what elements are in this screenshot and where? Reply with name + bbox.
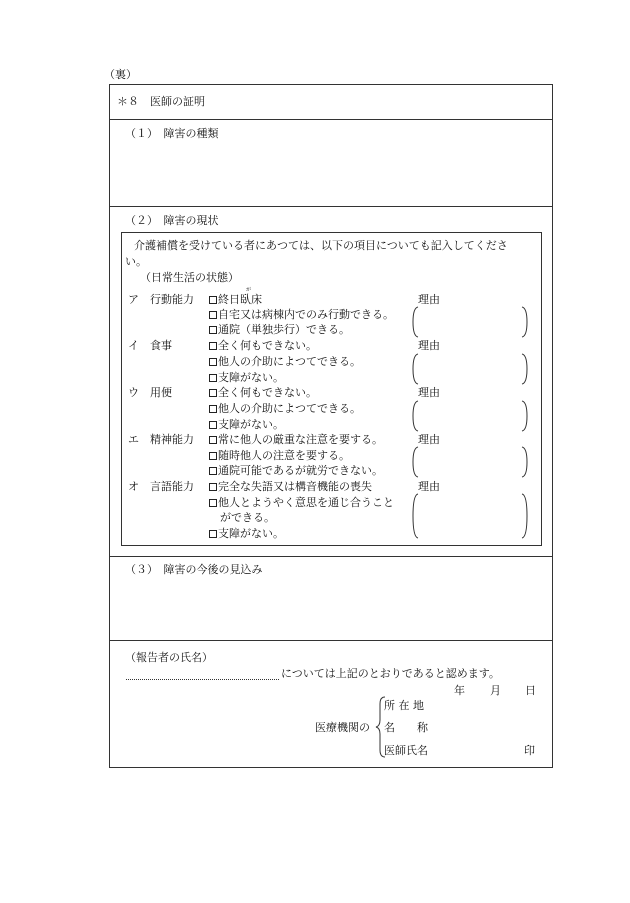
doctor-name-label: 医師氏名 [384,744,428,757]
date-year-label: 年 [454,684,465,697]
option-checkbox-item[interactable] [209,309,394,320]
option-label: 自宅又は病棟内でのみ行動できる。 [218,308,394,321]
back-side-label: （裏） [104,68,137,81]
checkbox[interactable] [209,483,217,491]
option-checkbox-item[interactable] [209,434,383,445]
section8-title: ＊８ 医師の証明 [117,95,205,108]
checkbox[interactable] [209,405,217,413]
reason-bracket-field[interactable] [412,400,532,432]
checkbox[interactable] [209,374,217,382]
prognosis-heading: （３） 障害の今後の見込み [125,563,263,576]
option-label: 全く何もできない。 [218,339,317,352]
date-day-label: 日 [525,684,536,697]
option-label: 支障がない。 [218,527,284,540]
reason-label: 理由 [418,293,440,306]
reason-label: 理由 [418,386,440,399]
reporter-name-label: （報告者の氏名） [125,651,213,664]
address-label: 所 在 地 [384,699,424,712]
option-label: 支障がない。 [218,418,284,431]
option-label: 通院可能であるが就労できない。 [218,464,383,477]
divider [109,640,553,641]
option-label: 通院（単独歩行）できる。 [218,323,350,336]
option-checkbox-item[interactable] [209,403,361,414]
option-checkbox-item[interactable] [209,497,394,508]
option-checkbox-item[interactable] [209,294,262,305]
checkbox[interactable] [209,530,217,538]
reason-bracket-field[interactable] [412,493,532,539]
option-checkbox-item[interactable] [209,340,317,351]
option-checkbox-item[interactable] [209,419,284,430]
checkbox[interactable] [209,358,217,366]
checkbox[interactable] [209,311,217,319]
disability-type-field[interactable] [120,142,540,202]
daily-life-heading: （日常生活の状態） [140,271,239,284]
option-label: 全く何もできない。 [218,386,317,399]
option-label: 他人の介助によつてできる。 [218,402,361,415]
category-label: エ 精神能力 [128,433,194,446]
intro-text-line1: 介護補償を受けている者にあつては、以下の項目についても記入してくださ [134,239,508,252]
option-label: 支障がない。 [218,371,284,384]
option-checkbox-item[interactable] [209,356,361,367]
ruby-reading: が [246,287,252,293]
institution-name-label: 名 称 [384,721,428,734]
reason-label: 理由 [418,339,440,352]
category-label: オ 言語能力 [128,480,194,493]
option-checkbox-item[interactable] [209,372,284,383]
intro-text-line2: い。 [125,255,147,268]
current-status-heading: （２） 障害の現状 [125,214,219,227]
certification-statement: については上記のとおりであると認めます。 [281,667,500,680]
option-label: 随時他人の注意を要する。 [218,449,350,462]
option-checkbox-item[interactable] [209,528,284,539]
disability-type-heading: （１） 障害の種類 [125,127,219,140]
checkbox[interactable] [209,467,217,475]
prognosis-field[interactable] [120,578,540,636]
category-label: ア 行動能力 [128,293,194,306]
divider [109,206,553,207]
option-checkbox-item[interactable] [209,450,350,461]
option-label: 他人の介助によつてできる。 [218,355,361,368]
checkbox[interactable] [209,452,217,460]
option-checkbox-item[interactable] [209,324,350,335]
checkbox[interactable] [209,499,217,507]
date-month-label: 月 [490,684,501,697]
reason-bracket-field[interactable] [412,353,532,385]
option-label: 終日臥床 [218,293,262,306]
option-label-continued: ができる。 [220,511,275,524]
divider [109,556,553,557]
option-checkbox-item[interactable] [209,465,383,476]
divider [109,119,553,120]
seal-label: 印 [524,744,535,757]
option-label: 完全な失語又は構音機能の喪失 [218,480,372,493]
reason-bracket-field[interactable] [412,306,532,338]
reason-bracket-field[interactable] [412,446,532,478]
checkbox[interactable] [209,389,217,397]
checkbox[interactable] [209,326,217,334]
reason-label: 理由 [418,433,440,446]
checkbox[interactable] [209,436,217,444]
checkbox[interactable] [209,342,217,350]
option-checkbox-item[interactable] [209,387,317,398]
option-label: 他人とようやく意思を通じ合うこと [218,496,394,509]
category-label: ウ 用便 [128,386,172,399]
category-label: イ 食事 [128,339,172,352]
reason-label: 理由 [418,480,440,493]
option-checkbox-item[interactable] [209,481,372,492]
institution-label: 医療機関の [315,721,370,734]
option-label: 常に他人の厳重な注意を要する。 [218,433,383,446]
checkbox[interactable] [209,421,217,429]
checkbox[interactable] [209,296,217,304]
reporter-name-field[interactable] [126,679,279,680]
